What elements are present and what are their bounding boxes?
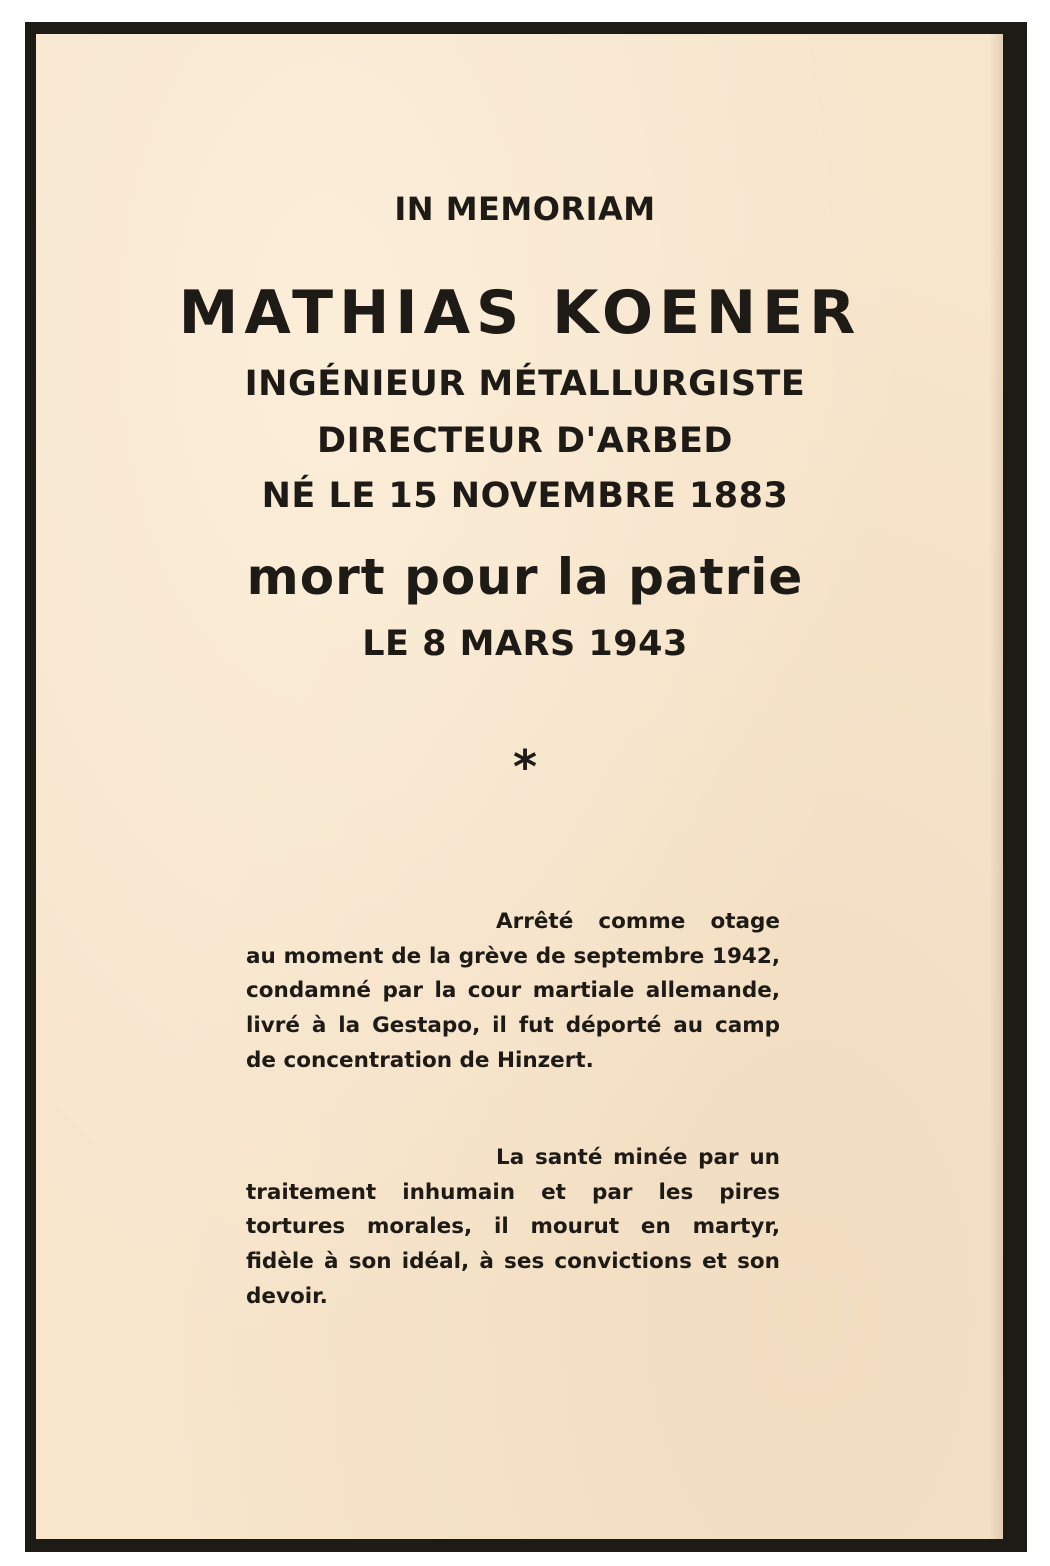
separator-asterisk: * bbox=[512, 740, 538, 794]
death-phrase: mort pour la patrie bbox=[246, 548, 804, 606]
death-date: LE 8 MARS 1943 bbox=[362, 624, 688, 664]
biography-paragraph-1: Arrêté comme otage au moment de la grève de septembre 1942, condamné par la cour martiale allemande, livré à la Gestapo, il fut déporté au camp de concentration de Hinzert. bbox=[246, 909, 780, 1073]
profession-title: INGÉNIEUR MÉTALLURGISTE bbox=[244, 364, 806, 404]
position-title: DIRECTEUR D'ARBED bbox=[317, 421, 733, 461]
deceased-name: MATHIAS KOENER bbox=[178, 278, 862, 348]
birth-date: NÉ LE 15 NOVEMBRE 1883 bbox=[261, 476, 789, 516]
biography-paragraph-2: La santé minée par un traitement inhumain et par les pires tortures morales, il mourut en martyr, fidèle à son idéal, à ses convictions et son devoir. bbox=[246, 1145, 780, 1309]
memoriam-heading: IN MEMORIAM bbox=[394, 190, 656, 228]
